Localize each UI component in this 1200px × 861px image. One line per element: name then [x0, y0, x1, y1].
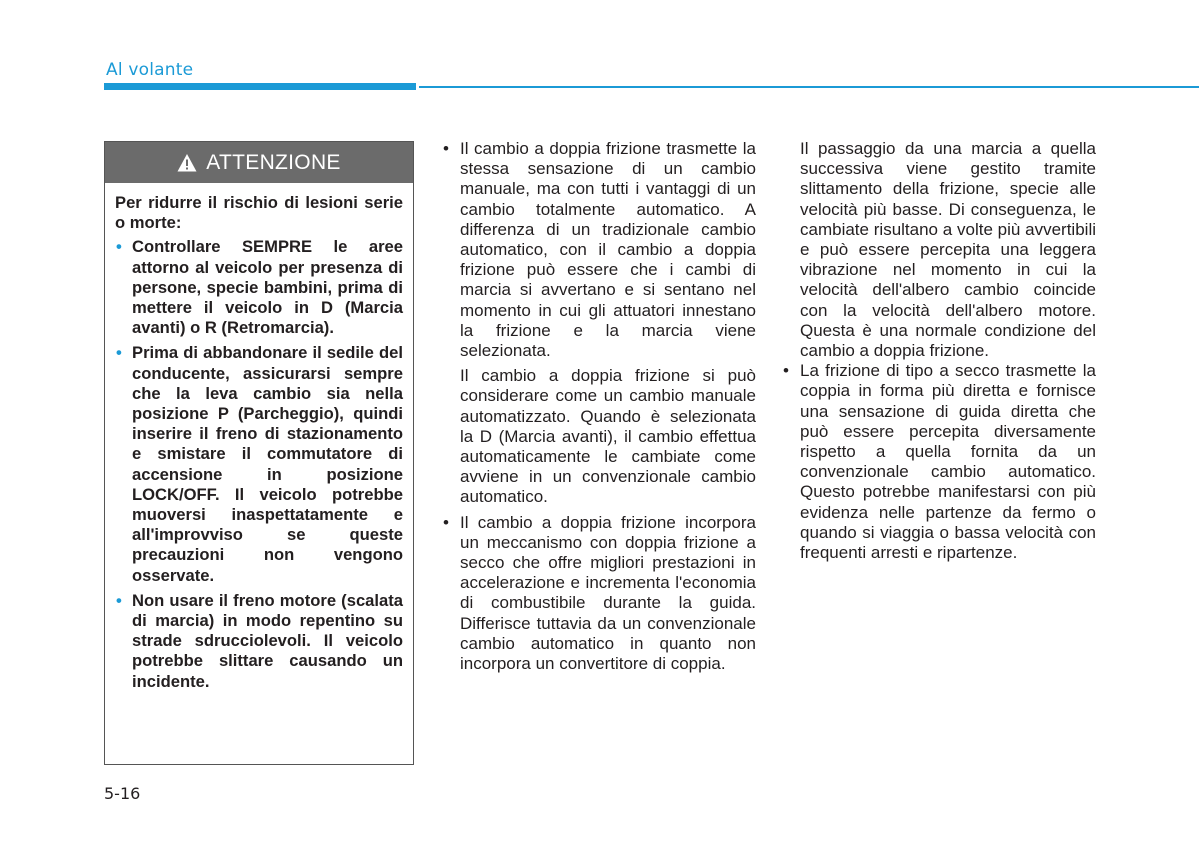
warning-item [115, 591, 403, 692]
paragraph: La frizione di tipo a secco trasmette la coppia in forma più diretta e fornisce una sensazione di guida diretta che può essere percepita diversamente rispetto a quella fornita da un convenzionale cambio automatico. Questo potrebbe manifestarsi con più evidenza nelle partenze da fermo o quando si viaggia o bassa velocità con frequenti arresti e ripartenze. [800, 361, 1096, 563]
warning-body [105, 183, 413, 692]
header-rule-thick [104, 83, 416, 90]
warning-item-text: Prima di abbandonare il sedile del conducente, assicurarsi sempre che la leva cambio sia nella posizione P (Parcheggio), quindi inserire il freno di stazionamento e smistare il commutatore di accensione in posizione LOCK/OFF. Il veicolo potrebbe muoversi inaspettatamente e all'improvviso se queste precauzioni non vengono osservate. [132, 343, 403, 585]
warning-item [115, 343, 403, 585]
warning-item-text: Controllare SEMPRE le aree attorno al veicolo per presenza di persone, specie bambini, prima di mettere il veicolo in D (Marcia avanti) o R (Retromarcia). [132, 237, 403, 338]
bullet-icon: • [116, 343, 122, 363]
bullet-icon: • [116, 237, 122, 257]
warning-item-text: Non usare il freno motore (scalata di marcia) in modo repentino su strade sdrucciolevoli. Il veicolo potrebbe slittare causando un incidente. [132, 590, 403, 691]
bullet-icon: • [443, 512, 449, 532]
warning-intro: Per ridurre il rischio di lesioni serie o morte: [115, 193, 403, 233]
page-number: 5-16 [104, 784, 141, 803]
bullet-icon: • [116, 590, 122, 610]
warning-header [105, 142, 413, 183]
paragraph: Il cambio a doppia frizione si può considerare come un cambio manuale automatizzato. Quando è selezionata la D (Marcia avanti), il cambio effettua automaticamente le cambiate come avviene in un convenzionale cambio automatico. [460, 366, 756, 507]
bullet-icon: • [443, 139, 449, 158]
bullet-icon: • [783, 361, 789, 381]
warning-triangle-icon [177, 153, 197, 173]
paragraph: Il cambio a doppia frizione trasmette la stessa sensazione di un cambio manuale, ma con tutti i vantaggi di un cambio totalmente automatico. A differenza di un tradizionale cambio automatico, con il cambio a doppia frizione può essere che i cambi di marcia si avvertano e si sentano nel momento in cui gli attuatori innestano la frizione e la marcia viene selezionata. [460, 139, 756, 361]
paragraph: Il cambio a doppia frizione incorpora un meccanismo con doppia frizione a secco che offre migliori prestazioni in accelerazione e incrementa l'economia di combustibile durante la guida. Differisce tuttavia da un convenzionale cambio automatico in quanto non incorpora un convertitore di coppia. [460, 512, 756, 674]
warning-list [115, 237, 403, 691]
warning-item [115, 237, 403, 338]
right-column [783, 139, 1096, 568]
warning-box [104, 141, 414, 765]
bullet-item-dry-clutch-torque [783, 361, 1096, 563]
bullet-item-dual-clutch-feel [443, 139, 756, 508]
header-rule-thin [419, 86, 1199, 88]
section-title: Al volante [106, 60, 194, 80]
middle-column [443, 139, 756, 679]
bullet-item-dry-clutch-mechanism [443, 513, 756, 675]
warning-title: ATTENZIONE [206, 150, 341, 174]
paragraph: Il passaggio da una marcia a quella successiva viene gestito tramite slittamento della frizione, specie alle velocità più basse. Di conseguenza, le cambiate risultano a volte più avvertibili e può essere percepita una leggera vibrazione nel momento in cui la velocità dell'albero cambio coincide con la velocità dell'albero motore. Questa è una normale condizione del cambio a doppia frizione. [800, 139, 1096, 361]
